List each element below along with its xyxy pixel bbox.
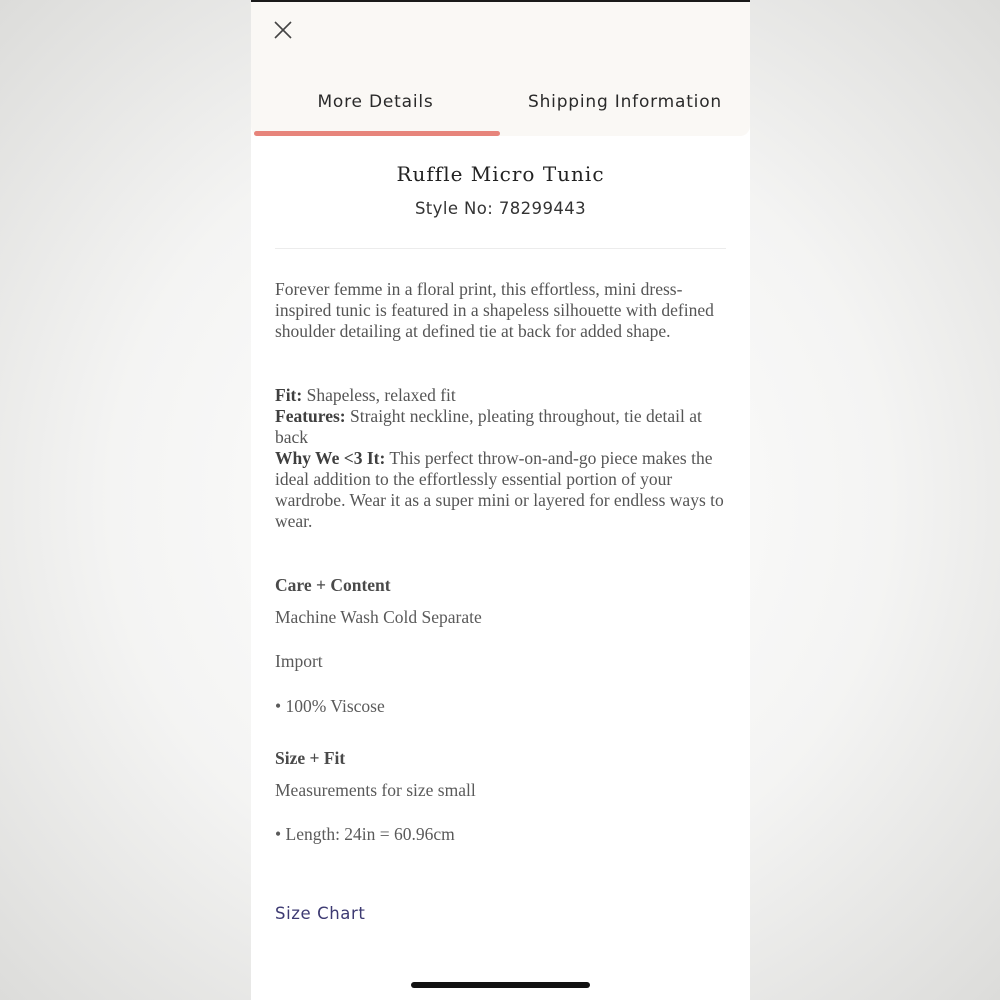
fit-row bbox=[275, 385, 725, 406]
size-fit-heading: Size + Fit bbox=[275, 748, 346, 768]
care-origin: Import bbox=[275, 651, 323, 671]
care-wash: Machine Wash Cold Separate bbox=[275, 607, 482, 627]
features-value: Straight neckline, pleating throughout, tie detail at back bbox=[275, 406, 702, 447]
features-row bbox=[275, 406, 725, 448]
active-tab-indicator bbox=[254, 131, 500, 136]
product-details-sheet bbox=[251, 0, 750, 1000]
tab-shipping-information[interactable]: Shipping Information bbox=[528, 92, 722, 112]
fit-label: Fit: bbox=[275, 385, 303, 405]
product-description: Forever femme in a floral print, this effortless, mini dress-inspired tunic is featured in a shapeless silhouette with defined shoulder detailing at defined tie at back for added shape. bbox=[275, 279, 714, 341]
home-indicator[interactable] bbox=[411, 982, 590, 988]
size-measurement-note: Measurements for size small bbox=[275, 780, 476, 800]
fit-value: Shapeless, relaxed fit bbox=[302, 385, 456, 405]
why-row bbox=[275, 448, 725, 532]
style-number: Style No: 78299443 bbox=[414, 199, 587, 218]
divider bbox=[275, 248, 726, 249]
why-label: Why We <3 It: bbox=[275, 448, 386, 468]
device-edge bbox=[251, 0, 750, 2]
care-material: • 100% Viscose bbox=[275, 696, 385, 716]
sheet-header bbox=[251, 0, 750, 136]
why-value: This perfect throw-on-and-go piece makes the ideal addition to the effortlessly essential portion of your wardrobe. Wear it as a super mini or layered for endless ways to wear. bbox=[275, 448, 724, 531]
size-chart-link[interactable]: Size Chart bbox=[275, 904, 366, 923]
product-title: Ruffle Micro Tunic bbox=[396, 162, 605, 186]
tab-more-details[interactable]: More Details bbox=[317, 92, 434, 112]
care-content-heading: Care + Content bbox=[275, 575, 391, 595]
close-icon[interactable] bbox=[269, 16, 297, 44]
product-specs bbox=[275, 385, 725, 532]
size-length: • Length: 24in = 60.96cm bbox=[275, 824, 455, 844]
features-label: Features: bbox=[275, 406, 346, 426]
